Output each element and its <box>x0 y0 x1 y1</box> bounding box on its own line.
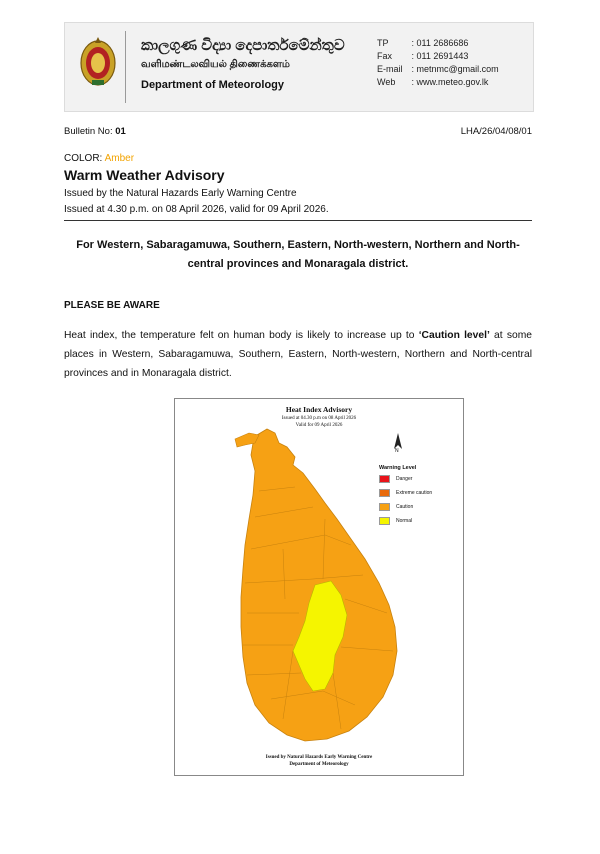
map-footer-department: Department of Meteorology <box>289 762 349 767</box>
color-value: Amber <box>104 153 135 164</box>
sri-lanka-map <box>175 399 463 775</box>
legend-item-extreme-caution: Extreme caution <box>379 489 432 497</box>
contact-web: Web : www.meteo.gov.lk <box>377 77 489 87</box>
legend-swatch <box>379 489 390 497</box>
aware-heading: PLEASE BE AWARE <box>64 300 160 311</box>
legend-item-normal: Normal <box>379 517 432 525</box>
dept-name-english: Department of Meteorology <box>141 79 285 91</box>
advisory-paragraph: Heat index, the temperature felt on human body is likely to increase up to ‘Caution level’ at some places in Western, Sabaragamuwa, Southern, Eastern, North-western, Northern and North-central provinces and in Monaragala district. <box>64 330 533 379</box>
map-footer-issuer: Issued by Natural Hazards Early Warning Centre <box>265 755 373 760</box>
bulletin-reference: LHA/26/04/08/01 <box>460 126 532 137</box>
contact-fax: Fax : 011 2691443 <box>377 51 469 61</box>
legend-swatch <box>379 475 390 483</box>
sri-lanka-emblem-icon <box>79 33 117 89</box>
contact-email: E-mail : metnmc@gmail.com <box>377 64 499 74</box>
header-divider <box>125 31 126 103</box>
letterhead <box>64 22 534 112</box>
provinces-heading: For Western, Sabaragamuwa, Southern, Eastern, North-western, Northern and North-central provinces and Monaragala district. <box>76 239 520 270</box>
legend-title: Warning Level <box>379 465 417 471</box>
color-level: COLOR: Amber <box>64 153 135 164</box>
contact-tp: TP : 011 2686686 <box>377 38 469 48</box>
divider <box>64 220 532 221</box>
bulletin-number: Bulletin No: 01 <box>64 126 126 137</box>
legend-item-danger: Danger <box>379 475 432 483</box>
heat-index-map <box>174 398 464 776</box>
legend-swatch <box>379 517 390 525</box>
north-label: N <box>395 448 399 454</box>
map-legend <box>379 465 432 531</box>
map-issued: Issued at 04.30 p.m on 08 April 2026 <box>281 416 357 421</box>
contact-block <box>377 37 499 89</box>
legend-item-caution: Caution <box>379 503 432 511</box>
dept-name-sinhala: කාලගුණ විද්‍යා දෙපාර්තමේන්තුව <box>141 37 345 54</box>
north-arrow-icon <box>394 433 402 449</box>
dept-name-tamil: வளிமண்டலவியல் திணைக்களம் <box>141 59 290 70</box>
issued-at: Issued at 4.30 p.m. on 08 April 2026, valid for 09 April 2026. <box>64 204 329 215</box>
advisory-title: Warm Weather Advisory <box>64 167 225 183</box>
legend-swatch <box>379 503 390 511</box>
issued-by: Issued by the Natural Hazards Early Warning Centre <box>64 188 297 199</box>
map-title: Heat Index Advisory <box>285 405 353 414</box>
map-valid: Valid for 09 April 2026 <box>295 423 343 428</box>
